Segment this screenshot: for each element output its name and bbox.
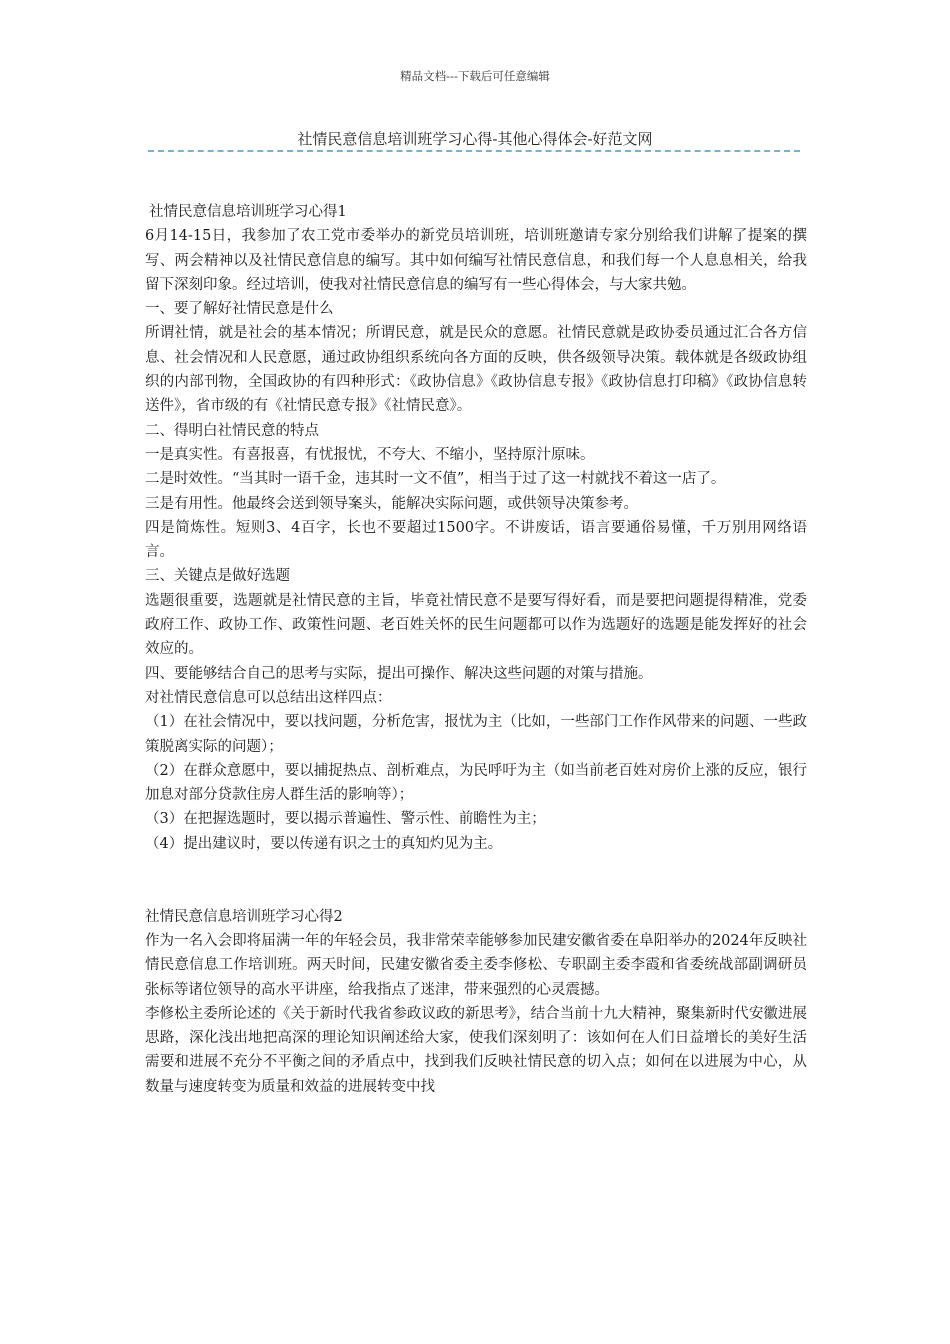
list-item: （3）在把握选题时，要以揭示普遍性、警示性、前瞻性为主； [145,811,546,828]
paragraph: 一是真实性。有喜报喜，有忧报忧，不夸大、不缩小，坚持原汁原味。 [145,446,595,463]
subheading: 二、得明白社情民意的特点 [145,422,319,439]
paragraph: 三是有用性。他最终会送到领导案头，能解决实际问题，或供领导决策参考。 [145,495,638,512]
paragraph: 二是时效性。“当其时一语千金，违其时一文不值”，相当于过了这一村就找不着这一店了。 [145,471,726,488]
paragraph: 所谓社情，就是社会的基本情况；所谓民意，就是民众的意愿。社情民意就是政协委员通过汇合各方信息、社会情况和人民意愿，通过政协组织系统向各方面的反映，供各级领导决策。载体就是各级政协组织的内部刊物，全国政协的有四种形式：《政协信息》《政协信息专报》《政协信息打印稿》《政协信息转送件》，省市级的有《社情民意专报》《社情民意》。 [145,325,807,415]
paragraph: 对社情民意信息可以总结出这样四点： [145,689,392,706]
paragraph: 选题很重要，选题就是社情民意的主旨，毕竟社情民意不是要写得好看，而是要把问题提得精准，党委政府工作、政协工作、政策性问题、老百姓关怀的民生问题都可以作为选题好的选题是能发挥好的社会效应的。 [145,592,807,658]
paragraph: 四是简炼性。短则3、4百字，长也不要超过1500字。不讲废话，语言要通俗易懂，千万别用网络语言。 [145,519,807,561]
subheading: 一、要了解好社情民意是什么 [145,301,334,318]
section-spacer [145,856,807,905]
section-heading: 社情民意信息培训班学习心得2 [145,908,343,925]
list-item: （2）在群众意愿中，要以捕捉热点、剖析难点，为民呼吁为主（如当前老百姓对房价上涨的反应，银行加息对部分贷款住房人群生活的影响等）； [145,762,807,804]
header-note: 精品文档---下载后可任意编辑 [400,69,550,83]
section-heading: 社情民意信息培训班学习心得1 [149,204,347,220]
title-divider [148,150,800,152]
paragraph: 作为一名入会即将届满一年的年轻会员，我非常荣幸能够参加民建安徽省委在阜阳举办的2024年反映社情民意信息工作培训班。两天时间，民建安徽省委主委李修松、专职副主委李霞和省委统战部副调研员张标等诸位领导的高水平讲座，给我指点了迷津，带来强烈的心灵震撼。 [145,932,807,998]
subheading: 四、要能够结合自己的思考与实际，提出可操作、解决这些问题的对策与措施。 [145,665,653,682]
paragraph: 李修松主委所论述的《关于新时代我省参政议政的新思考》，结合当前十九大精神，聚集新时代安徽进展思路，深化浅出地把高深的理论知识阐述给大家，使我们深刻明了：该如何在人们日益增长的美好生活需要和进展不充分不平衡之间的矛盾点中，找到我们反映社情民意的切入点；如何在以进展为中心，从数量与速度转变为质量和效益的进展转变中找 [145,1005,807,1095]
document-body [145,200,807,1099]
document-title: 社情民意信息培训班学习心得-其他心得体会-好范文网 [297,130,653,148]
list-item: （4）提出建议时，要以传递有识之士的真知灼见为主。 [145,835,503,852]
subheading: 三、关键点是做好选题 [145,568,290,585]
list-item: （1）在社会情况中，要以找问题，分析危害，报忧为主（比如，一些部门工作作风带来的问题、一些政策脱离实际的问题）； [145,714,807,755]
paragraph: 6月14-15日，我参加了农工党市委举办的新党员培训班，培训班邀请专家分别给我们讲解了提案的撰写、两会精神以及社情民意信息的编写。其中如何编写社情民意信息，和我们每一个人息息相关，给我留下深刻印象。经过培训，使我对社情民意信息的编写有一些心得体会，与大家共勉。 [145,228,807,293]
